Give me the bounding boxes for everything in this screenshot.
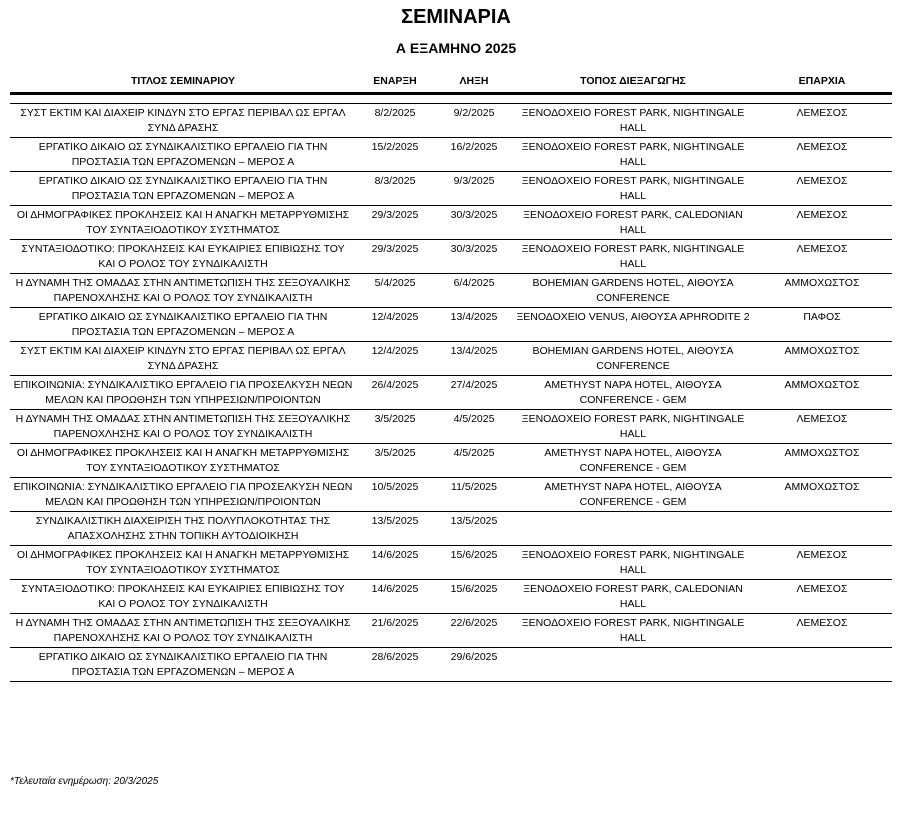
cell-title: ΣΥΝΔΙΚΑΛΙΣΤΙΚΗ ΔΙΑΧΕΙΡΙΣΗ ΤΗΣ ΠΟΛΥΠΛΟΚΟΤΗΤΑΣ ΤΗΣ ΑΠΑΣΧΟΛΗΣΗΣ ΣΤΗΝ ΤΟΠΙΚΗ ΑΥΤΟΔΙΟΙΚΗΣΗ	[10, 512, 356, 546]
cell-venue: ΞΕΝΟΔΟΧΕΙΟ FOREST PARK, NIGHTINGALE HALL	[514, 240, 752, 274]
cell-venue: BOHEMIAN GARDENS HOTEL, ΑΙΘΟΥΣΑ CONFERENCE	[514, 274, 752, 308]
cell-start: 14/6/2025	[356, 546, 434, 580]
cell-end: 13/5/2025	[434, 512, 514, 546]
cell-venue: AMETHYST NAPA HOTEL, ΑΙΘΟΥΣΑ CONFERENCE - GEM	[514, 376, 752, 410]
cell-title: ΕΠΙΚΟΙΝΩΝΙΑ: ΣΥΝΔΙΚΑΛΙΣΤΙΚΟ ΕΡΓΑΛΕΙΟ ΓΙΑ ΠΡΟΣΕΛΚΥΣΗ ΝΕΩΝ ΜΕΛΩΝ ΚΑΙ ΠΡΟΩΘΗΣΗ ΤΩΝ ΥΠΗΡΕΣΙΩΝ/ΠΡΟΙΟΝΤΩΝ	[10, 376, 356, 410]
cell-venue: AMETHYST NAPA HOTEL, ΑΙΘΟΥΣΑ CONFERENCE - GEM	[514, 444, 752, 478]
cell-district: ΛΕΜΕΣΟΣ	[752, 580, 892, 614]
cell-end: 4/5/2025	[434, 444, 514, 478]
cell-venue: ΞΕΝΟΔΟΧΕΙΟ FOREST PARK, NIGHTINGALE HALL	[514, 410, 752, 444]
cell-title: ΣΥΝΤΑΞΙΟΔΟΤΙΚΟ: ΠΡΟΚΛΗΣΕΙΣ ΚΑΙ ΕΥΚΑΙΡΙΕΣ ΕΠΙΒΙΩΣΗΣ ΤΟΥ ΚΑΙ Ο ΡΟΛΟΣ ΤΟΥ ΣΥΝΔΙΚΑΛΙΣΤΗ	[10, 240, 356, 274]
cell-venue: BOHEMIAN GARDENS HOTEL, ΑΙΘΟΥΣΑ CONFERENCE	[514, 342, 752, 376]
cell-district: ΑΜΜΟΧΩΣΤΟΣ	[752, 478, 892, 512]
cell-end: 30/3/2025	[434, 206, 514, 240]
cell-venue: ΞΕΝΟΔΟΧΕΙΟ FOREST PARK, NIGHTINGALE HALL	[514, 546, 752, 580]
cell-start: 3/5/2025	[356, 410, 434, 444]
cell-start: 8/2/2025	[356, 104, 434, 138]
cell-end: 22/6/2025	[434, 614, 514, 648]
cell-district: ΑΜΜΟΧΩΣΤΟΣ	[752, 376, 892, 410]
cell-start: 12/4/2025	[356, 342, 434, 376]
cell-title: ΣΥΣΤ ΕΚΤΙΜ ΚΑΙ ΔΙΑΧΕΙΡ ΚΙΝΔΥΝ ΣΤΟ ΕΡΓΑΣ ΠΕΡΙΒΑΛ ΩΣ ΕΡΓΑΛ ΣΥΝΔ ΔΡΑΣΗΣ	[10, 342, 356, 376]
column-header-district: ΕΠΑΡΧΙΑ	[752, 70, 892, 94]
cell-start: 21/6/2025	[356, 614, 434, 648]
cell-title: ΣΥΝΤΑΞΙΟΔΟΤΙΚΟ: ΠΡΟΚΛΗΣΕΙΣ ΚΑΙ ΕΥΚΑΙΡΙΕΣ ΕΠΙΒΙΩΣΗΣ ΤΟΥ ΚΑΙ Ο ΡΟΛΟΣ ΤΟΥ ΣΥΝΔΙΚΑΛΙΣΤΗ	[10, 580, 356, 614]
table-body	[10, 94, 892, 682]
table-header	[10, 70, 892, 94]
cell-title: Η ΔΥΝΑΜΗ ΤΗΣ ΟΜΑΔΑΣ ΣΤΗΝ ΑΝΤΙΜΕΤΩΠΙΣΗ ΤΗΣ ΣΕΞΟΥΑΛΙΚΗΣ ΠΑΡΕΝΟΧΛΗΣΗΣ ΚΑΙ Ο ΡΟΛΟΣ ΤΟΥ ΣΥΝΔΙΚΑΛΙΣΤΗ	[10, 274, 356, 308]
table-row	[10, 648, 892, 682]
table-row	[10, 138, 892, 172]
table-row	[10, 274, 892, 308]
cell-end: 15/6/2025	[434, 580, 514, 614]
table-spacer-row	[10, 94, 892, 104]
page-title: ΣΕΜΙΝΑΡΙΑ	[401, 6, 511, 28]
cell-title: ΕΠΙΚΟΙΝΩΝΙΑ: ΣΥΝΔΙΚΑΛΙΣΤΙΚΟ ΕΡΓΑΛΕΙΟ ΓΙΑ ΠΡΟΣΕΛΚΥΣΗ ΝΕΩΝ ΜΕΛΩΝ ΚΑΙ ΠΡΟΩΘΗΣΗ ΤΩΝ ΥΠΗΡΕΣΙΩΝ/ΠΡΟΙΟΝΤΩΝ	[10, 478, 356, 512]
table-row	[10, 546, 892, 580]
last-updated-note: *Τελευταία ενημέρωση: 20/3/2025	[10, 776, 159, 787]
cell-end: 13/4/2025	[434, 342, 514, 376]
cell-district: ΛΕΜΕΣΟΣ	[752, 410, 892, 444]
cell-end: 4/5/2025	[434, 410, 514, 444]
cell-venue: ΞΕΝΟΔΟΧΕΙΟ FOREST PARK, NIGHTINGALE HALL	[514, 138, 752, 172]
table-row	[10, 172, 892, 206]
table-row	[10, 342, 892, 376]
cell-title: ΕΡΓΑΤΙΚΟ ΔΙΚΑΙΟ ΩΣ ΣΥΝΔΙΚΑΛΙΣΤΙΚΟ ΕΡΓΑΛΕΙΟ ΓΙΑ ΤΗΝ ΠΡΟΣΤΑΣΙΑ ΤΩΝ ΕΡΓΑΖΟΜΕΝΩΝ – ΜΕΡΟΣ Α	[10, 308, 356, 342]
cell-venue: ΞΕΝΟΔΟΧΕΙΟ FOREST PARK, CALEDONIAN HALL	[514, 206, 752, 240]
cell-start: 12/4/2025	[356, 308, 434, 342]
cell-start: 5/4/2025	[356, 274, 434, 308]
column-header-end: ΛΗΞΗ	[434, 70, 514, 94]
cell-district: ΑΜΜΟΧΩΣΤΟΣ	[752, 444, 892, 478]
cell-title: ΕΡΓΑΤΙΚΟ ΔΙΚΑΙΟ ΩΣ ΣΥΝΔΙΚΑΛΙΣΤΙΚΟ ΕΡΓΑΛΕΙΟ ΓΙΑ ΤΗΝ ΠΡΟΣΤΑΣΙΑ ΤΩΝ ΕΡΓΑΖΟΜΕΝΩΝ – ΜΕΡΟΣ Α	[10, 172, 356, 206]
cell-start: 29/3/2025	[356, 206, 434, 240]
table-row	[10, 308, 892, 342]
cell-end: 15/6/2025	[434, 546, 514, 580]
table-row	[10, 206, 892, 240]
cell-venue	[514, 512, 752, 546]
table-row	[10, 444, 892, 478]
cell-end: 29/6/2025	[434, 648, 514, 682]
cell-venue: ΞΕΝΟΔΟΧΕΙΟ FOREST PARK, NIGHTINGALE HALL	[514, 614, 752, 648]
cell-title: Η ΔΥΝΑΜΗ ΤΗΣ ΟΜΑΔΑΣ ΣΤΗΝ ΑΝΤΙΜΕΤΩΠΙΣΗ ΤΗΣ ΣΕΞΟΥΑΛΙΚΗΣ ΠΑΡΕΝΟΧΛΗΣΗΣ ΚΑΙ Ο ΡΟΛΟΣ ΤΟΥ ΣΥΝΔΙΚΑΛΙΣΤΗ	[10, 614, 356, 648]
cell-venue: ΞΕΝΟΔΟΧΕΙΟ VENUS, ΑΙΘΟΥΣΑ APHRODITE 2	[514, 308, 752, 342]
page-subtitle: Α ΕΞΑΜΗΝΟ 2025	[395, 40, 517, 56]
cell-start: 3/5/2025	[356, 444, 434, 478]
cell-end: 30/3/2025	[434, 240, 514, 274]
cell-title: ΟΙ ΔΗΜΟΓΡΑΦΙΚΕΣ ΠΡΟΚΛΗΣΕΙΣ ΚΑΙ Η ΑΝΑΓΚΗ ΜΕΤΑΡΡΥΘΜΙΣΗΣ ΤΟΥ ΣΥΝΤΑΞΙΟΔΟΤΙΚΟΥ ΣΥΣΤΗΜΑΤΟΣ	[10, 444, 356, 478]
cell-district: ΛΕΜΕΣΟΣ	[752, 104, 892, 138]
cell-venue: ΞΕΝΟΔΟΧΕΙΟ FOREST PARK, CALEDONIAN HALL	[514, 580, 752, 614]
cell-start: 8/3/2025	[356, 172, 434, 206]
cell-start: 13/5/2025	[356, 512, 434, 546]
cell-venue: ΞΕΝΟΔΟΧΕΙΟ FOREST PARK, NIGHTINGALE HALL	[514, 172, 752, 206]
cell-end: 11/5/2025	[434, 478, 514, 512]
cell-title: ΟΙ ΔΗΜΟΓΡΑΦΙΚΕΣ ΠΡΟΚΛΗΣΕΙΣ ΚΑΙ Η ΑΝΑΓΚΗ ΜΕΤΑΡΡΥΘΜΙΣΗΣ ΤΟΥ ΣΥΝΤΑΞΙΟΔΟΤΙΚΟΥ ΣΥΣΤΗΜΑΤΟΣ	[10, 206, 356, 240]
cell-venue: ΞΕΝΟΔΟΧΕΙΟ FOREST PARK, NIGHTINGALE HALL	[514, 104, 752, 138]
table-row	[10, 376, 892, 410]
cell-district: ΑΜΜΟΧΩΣΤΟΣ	[752, 274, 892, 308]
cell-district: ΛΕΜΕΣΟΣ	[752, 138, 892, 172]
table-row	[10, 614, 892, 648]
table-row	[10, 580, 892, 614]
cell-end: 6/4/2025	[434, 274, 514, 308]
cell-district: ΛΕΜΕΣΟΣ	[752, 614, 892, 648]
cell-end: 9/3/2025	[434, 172, 514, 206]
cell-district: ΑΜΜΟΧΩΣΤΟΣ	[752, 342, 892, 376]
cell-district	[752, 648, 892, 682]
table-row	[10, 240, 892, 274]
cell-title: ΕΡΓΑΤΙΚΟ ΔΙΚΑΙΟ ΩΣ ΣΥΝΔΙΚΑΛΙΣΤΙΚΟ ΕΡΓΑΛΕΙΟ ΓΙΑ ΤΗΝ ΠΡΟΣΤΑΣΙΑ ΤΩΝ ΕΡΓΑΖΟΜΕΝΩΝ – ΜΕΡΟΣ Α	[10, 648, 356, 682]
cell-start: 29/3/2025	[356, 240, 434, 274]
cell-end: 27/4/2025	[434, 376, 514, 410]
cell-district: ΛΕΜΕΣΟΣ	[752, 546, 892, 580]
column-header-venue: ΤΟΠΟΣ ΔΙΕΞΑΓΩΓΗΣ	[514, 70, 752, 94]
cell-district: ΛΕΜΕΣΟΣ	[752, 206, 892, 240]
cell-title: ΕΡΓΑΤΙΚΟ ΔΙΚΑΙΟ ΩΣ ΣΥΝΔΙΚΑΛΙΣΤΙΚΟ ΕΡΓΑΛΕΙΟ ΓΙΑ ΤΗΝ ΠΡΟΣΤΑΣΙΑ ΤΩΝ ΕΡΓΑΖΟΜΕΝΩΝ – ΜΕΡΟΣ Α	[10, 138, 356, 172]
column-header-start: ΕΝΑΡΞΗ	[356, 70, 434, 94]
cell-start: 26/4/2025	[356, 376, 434, 410]
cell-start: 10/5/2025	[356, 478, 434, 512]
cell-end: 9/2/2025	[434, 104, 514, 138]
cell-district: ΛΕΜΕΣΟΣ	[752, 172, 892, 206]
table-row	[10, 512, 892, 546]
cell-district: ΛΕΜΕΣΟΣ	[752, 240, 892, 274]
table-row	[10, 478, 892, 512]
cell-venue: AMETHYST NAPA HOTEL, ΑΙΘΟΥΣΑ CONFERENCE - GEM	[514, 478, 752, 512]
cell-start: 15/2/2025	[356, 138, 434, 172]
cell-start: 28/6/2025	[356, 648, 434, 682]
cell-end: 16/2/2025	[434, 138, 514, 172]
cell-district: ΠΑΦΟΣ	[752, 308, 892, 342]
cell-start: 14/6/2025	[356, 580, 434, 614]
seminars-table	[10, 70, 892, 682]
cell-end: 13/4/2025	[434, 308, 514, 342]
cell-district	[752, 512, 892, 546]
table-row	[10, 410, 892, 444]
cell-title: ΟΙ ΔΗΜΟΓΡΑΦΙΚΕΣ ΠΡΟΚΛΗΣΕΙΣ ΚΑΙ Η ΑΝΑΓΚΗ ΜΕΤΑΡΡΥΘΜΙΣΗΣ ΤΟΥ ΣΥΝΤΑΞΙΟΔΟΤΙΚΟΥ ΣΥΣΤΗΜΑΤΟΣ	[10, 546, 356, 580]
cell-title: Η ΔΥΝΑΜΗ ΤΗΣ ΟΜΑΔΑΣ ΣΤΗΝ ΑΝΤΙΜΕΤΩΠΙΣΗ ΤΗΣ ΣΕΞΟΥΑΛΙΚΗΣ ΠΑΡΕΝΟΧΛΗΣΗΣ ΚΑΙ Ο ΡΟΛΟΣ ΤΟΥ ΣΥΝΔΙΚΑΛΙΣΤΗ	[10, 410, 356, 444]
column-header-title: ΤΙΤΛΟΣ ΣΕΜΙΝΑΡΙΟΥ	[10, 70, 356, 94]
cell-venue	[514, 648, 752, 682]
cell-title: ΣΥΣΤ ΕΚΤΙΜ ΚΑΙ ΔΙΑΧΕΙΡ ΚΙΝΔΥΝ ΣΤΟ ΕΡΓΑΣ ΠΕΡΙΒΑΛ ΩΣ ΕΡΓΑΛ ΣΥΝΔ ΔΡΑΣΗΣ	[10, 104, 356, 138]
table-row	[10, 104, 892, 138]
